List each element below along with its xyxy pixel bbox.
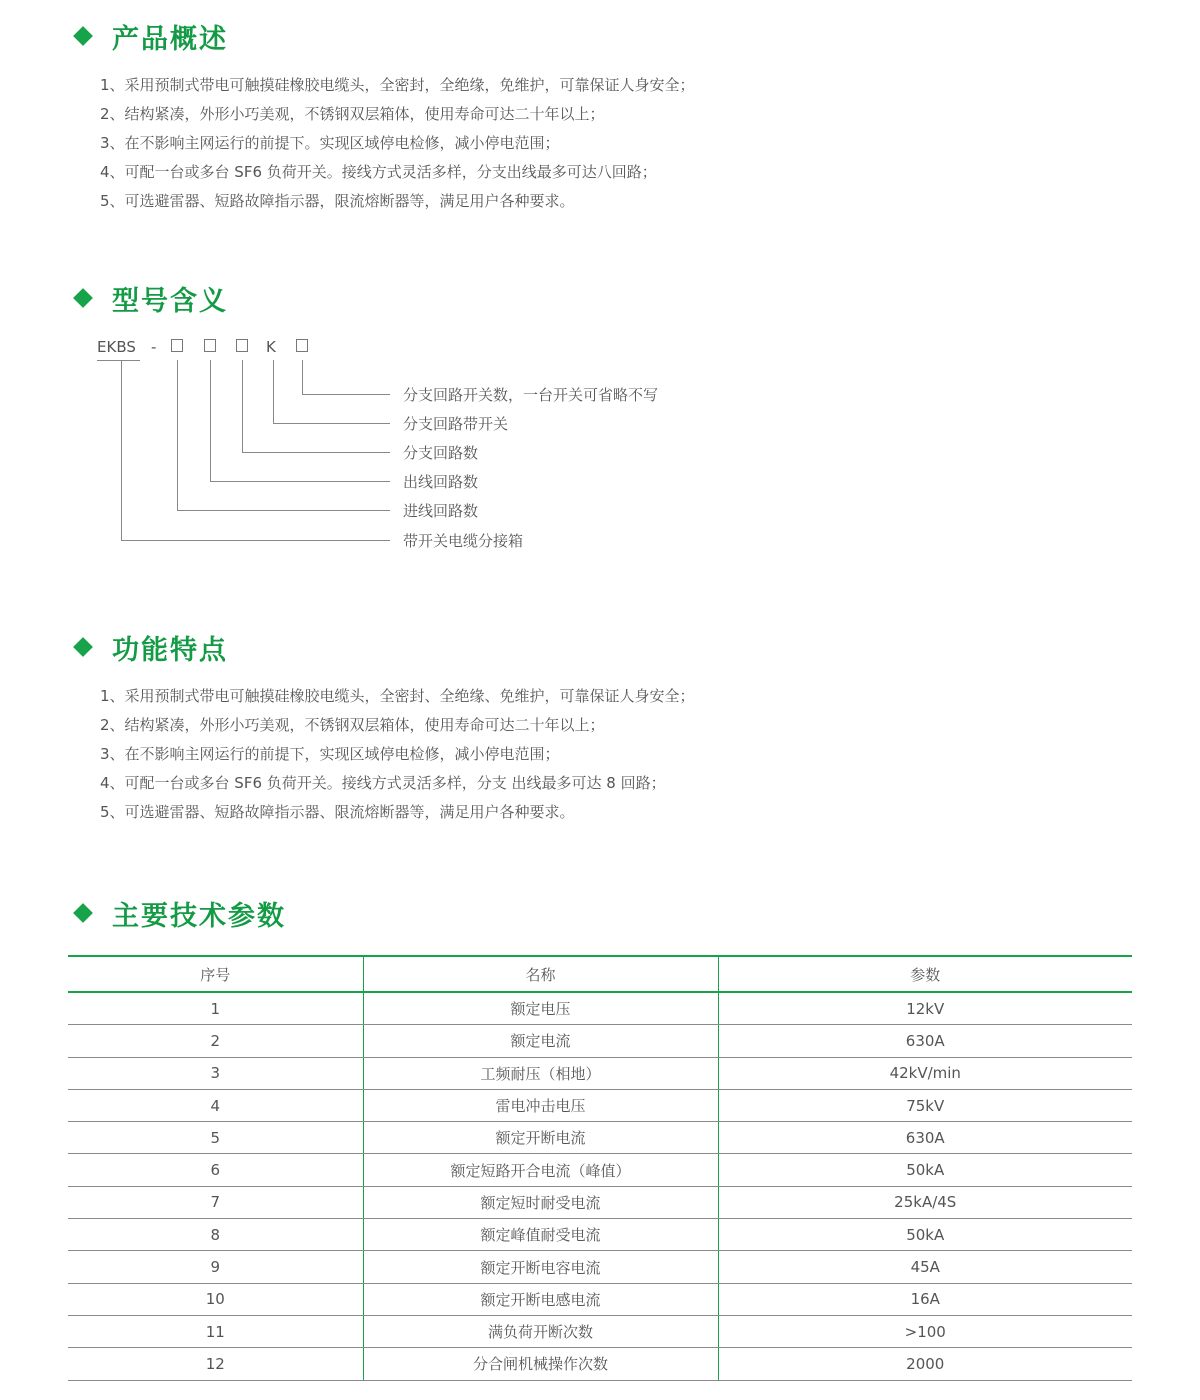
diamond-bullet-icon: [73, 903, 93, 923]
connector-line: [273, 360, 274, 423]
cell-name: 额定开断电流: [363, 1122, 718, 1154]
connector-line: [302, 360, 303, 394]
cell-index: 12: [68, 1348, 363, 1380]
header-index: 序号: [68, 956, 363, 992]
connector-line: [242, 360, 243, 452]
features-title: 功能特点: [112, 634, 228, 666]
model-label: 进线回路数: [403, 502, 479, 520]
features-list: [100, 682, 695, 827]
table-row: [68, 1089, 1132, 1121]
connector-line: [273, 423, 390, 424]
model-title: 型号含义: [112, 285, 228, 317]
list-item: 4、可配一台或多台 SF6 负荷开关。接线方式灵活多样，分支 出线最多可达 8 回路；: [100, 774, 666, 792]
cell-name: 额定峰值耐受电流: [363, 1219, 718, 1251]
cell-name: 雷电冲击电压: [363, 1089, 718, 1121]
model-heading: [72, 278, 228, 318]
connector-line: [210, 481, 390, 482]
table-row: [68, 1283, 1132, 1315]
cell-index: 8: [68, 1219, 363, 1251]
table-row: [68, 1057, 1132, 1089]
table-row: [68, 1122, 1132, 1154]
cell-value: 630A: [718, 1122, 1132, 1154]
diamond-bullet-icon: [73, 637, 93, 657]
cell-value: 42kV/min: [718, 1057, 1132, 1089]
cell-name: 额定开断电容电流: [363, 1251, 718, 1283]
overview-list: [100, 71, 695, 216]
cell-value: 12kV: [718, 992, 1132, 1025]
list-item: 5、可选避雷器、短路故障指示器，限流熔断器等，满足用户各种要求。: [100, 192, 575, 210]
cell-index: 11: [68, 1315, 363, 1347]
list-item: 4、可配一台或多台 SF6 负荷开关。接线方式灵活多样，分支出线最多可达八回路；: [100, 163, 657, 181]
model-label: 分支回路开关数，一台开关可省略不写: [403, 386, 659, 404]
list-item: 2、结构紧凑，外形小巧美观，不锈钢双层箱体，使用寿命可达二十年以上；: [100, 105, 605, 123]
cell-value: 2000: [718, 1348, 1132, 1380]
spec-table: [68, 955, 1132, 1381]
connector-line: [242, 452, 390, 453]
specs-heading: [72, 893, 286, 933]
diamond-bullet-icon: [73, 288, 93, 308]
header-value: 参数: [718, 956, 1132, 992]
list-item: 2、结构紧凑，外形小巧美观，不锈钢双层箱体，使用寿命可达二十年以上；: [100, 716, 605, 734]
list-item: 1、采用预制式带电可触摸硅橡胶电缆头，全密封，全绝缘，免维护，可靠保证人身安全；: [100, 76, 695, 94]
cell-value: 25kA/4S: [718, 1186, 1132, 1218]
cell-value: 75kV: [718, 1089, 1132, 1121]
cell-index: 9: [68, 1251, 363, 1283]
cell-index: 2: [68, 1025, 363, 1057]
model-label: 出线回路数: [403, 473, 479, 491]
header-name: 名称: [363, 956, 718, 992]
model-prefix: EKBS: [97, 338, 136, 356]
connector-line: [177, 510, 390, 511]
cell-index: 4: [68, 1089, 363, 1121]
cell-name: 额定开断电感电流: [363, 1283, 718, 1315]
table-row: [68, 1348, 1132, 1380]
cell-name: 满负荷开断次数: [363, 1315, 718, 1347]
model-dash: -: [151, 338, 157, 356]
connector-line: [177, 360, 178, 510]
features-heading: [72, 627, 228, 667]
cell-value: 50kA: [718, 1154, 1132, 1186]
table-row: [68, 1219, 1132, 1251]
cell-index: 5: [68, 1122, 363, 1154]
table-row: [68, 1186, 1132, 1218]
connector-line: [210, 360, 211, 481]
cell-index: 3: [68, 1057, 363, 1089]
connector-line: [121, 540, 390, 541]
cell-name: 额定电流: [363, 1025, 718, 1057]
list-item: 5、可选避雷器、短路故障指示器、限流熔断器等，满足用户各种要求。: [100, 803, 575, 821]
prefix-underline: [97, 360, 140, 361]
cell-name: 工频耐压（相地）: [363, 1057, 718, 1089]
cell-value: 630A: [718, 1025, 1132, 1057]
cell-index: 6: [68, 1154, 363, 1186]
model-placeholder-box: [236, 339, 248, 352]
model-label: 带开关电缆分接箱: [403, 532, 524, 550]
table-row: [68, 1315, 1132, 1347]
connector-line: [121, 360, 122, 540]
cell-value: >100: [718, 1315, 1132, 1347]
overview-heading: [72, 16, 228, 56]
model-placeholder-box: [204, 339, 216, 352]
list-item: 3、在不影响主网运行的前提下，实现区域停电检修，减小停电范围；: [100, 745, 560, 763]
model-label: 分支回路带开关: [403, 415, 509, 433]
cell-name: 分合闸机械操作次数: [363, 1348, 718, 1380]
diamond-bullet-icon: [73, 26, 93, 46]
cell-index: 10: [68, 1283, 363, 1315]
cell-value: 45A: [718, 1251, 1132, 1283]
cell-name: 额定短时耐受电流: [363, 1186, 718, 1218]
cell-value: 50kA: [718, 1219, 1132, 1251]
list-item: 1、采用预制式带电可触摸硅橡胶电缆头，全密封、全绝缘、免维护，可靠保证人身安全；: [100, 687, 695, 705]
cell-index: 1: [68, 992, 363, 1025]
cell-name: 额定短路开合电流（峰值）: [363, 1154, 718, 1186]
specs-title: 主要技术参数: [112, 900, 286, 932]
table-row: [68, 1251, 1132, 1283]
model-placeholder-box: [296, 339, 308, 352]
cell-value: 16A: [718, 1283, 1132, 1315]
model-placeholder-box: [171, 339, 183, 352]
overview-title: 产品概述: [112, 23, 228, 55]
table-row: [68, 992, 1132, 1025]
model-label: 分支回路数: [403, 444, 479, 462]
connector-line: [302, 394, 390, 395]
model-k: K: [266, 338, 276, 356]
table-row: [68, 1025, 1132, 1057]
table-header-row: [68, 956, 1132, 992]
cell-name: 额定电压: [363, 992, 718, 1025]
table-row: [68, 1154, 1132, 1186]
list-item: 3、在不影响主网运行的前提下。实现区域停电检修，减小停电范围；: [100, 134, 560, 152]
cell-index: 7: [68, 1186, 363, 1218]
